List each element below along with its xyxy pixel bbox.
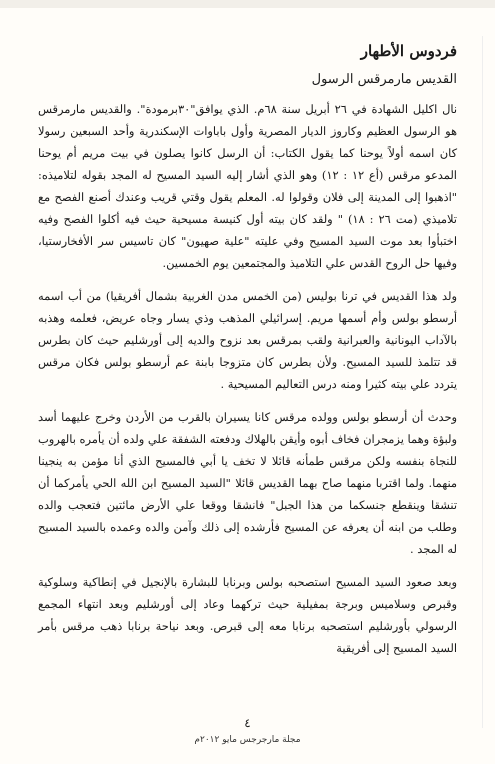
paragraph: ولد هذا القديس في ترنا بوليس (من الخمس مدن الغربية بشمال أفريقيا) من أب اسمه أرسطو بولس وأم أسمها مريم. إسرائيلي المذهب وذي يسار وجاه عريض، فعلمه وهذبه بالآداب اليونانية والعبرانية ولقب بمرقس بعد نزوح والديه إلى أورشليم حيث كان بطرس قد تتلمذ للسيد المسيح. ولأن بطرس كان متزوجا بابنة عم أرسطو بولس فكان مرقس يتردد علي بيته كثيرا ومنه درس التعاليم المسيحية . <box>38 289 457 391</box>
paragraph: وحدث أن أرسطو بولس وولده مرقس كانا يسيران بالقرب من الأردن وخرج عليهما أسد ولبؤة وهما يزمجران فخاف أبوه وأيقن بالهلاك ودفعته الشفقة علي ولده أن يأمره بالهروب للنجاة بنفسه ولكن مرقس طمأنه قائلا لا تخف يا أبي فالمسيح الذي أنا مؤمن به ينجينا منهما. ولما اقتربا منهما صاح بهما القديس قائلا "السيد المسيح ابن الله الحي يأمركما أن تنشقا وينقطع جنسكما من هذا الجبل" فانشقا ووقعا علي الأرض مائتين فتعجب والده وطلب من ابنه أن يعرفه عن المسيح فأرشده إلى ذلك وآمن والده وعمده بالسيد المسيح له المجد . <box>38 410 457 556</box>
page-margin-line <box>482 36 483 728</box>
footer-text: مجلة مارجرجس مايو ٢٠١٢م <box>194 735 301 745</box>
article-title: فردوس الأطهار <box>360 42 457 60</box>
paragraph: وبعد صعود السيد المسيح استصحبه بولس وبرنابا للبشارة بالإنجيل في إنطاكية وسلوكية وقبرص وسلاميس وبرجة بمفيلية حيث تركهما وعاد إلى أورشليم وبعد انتهاء المجمع الرسولي بأورشليم استصحبه برنابا معه إلى قبرص. وبعد نياحة برنابا ذهب مرقس بأمر السيد المسيح إلى أفريقية <box>38 575 457 655</box>
paragraph: نال اكليل الشهادة في ٢٦ أبريل سنة ٦٨م. الذي يوافق"٣٠برمودة". والقديس مارمرقس هو الرسول العظيم وكاروز الديار المصرية وأول باباوات الإسكندرية وأحد السبعين رسولا كان اسمه أولاً يوحنا كما يقول الكتاب: أن الرسل كانوا يصلون في بيت مريم أم يوحنا المدعو مرقس (أع ١٢ : ١٢) وهو الذي أشار إليه السيد المسيح له المجد بقوله لتلاميذه: "اذهبوا إلى المدينة إلى فلان وقولوا له. المعلم يقول وقتي قريب وعندك أصنع الفصح مع تلاميذي (مت ٢٦ : ١٨) " ولقد كان بيته أول كنيسة مسيحية حيث فيه أكلوا الفصح وفيه اختبأوا بعد موت السيد المسيح وفي عليته "علية صهيون" كان تاسيس سر الأفخارستيا، وفيها حل الروح القدس علي التلاميذ والمجتمعين يوم الخمسين. <box>38 102 457 270</box>
article-body <box>38 98 457 670</box>
article-subtitle: القديس مارمرقس الرسول <box>311 72 457 87</box>
article-header <box>38 42 457 88</box>
page-number: ٤ <box>244 716 251 730</box>
